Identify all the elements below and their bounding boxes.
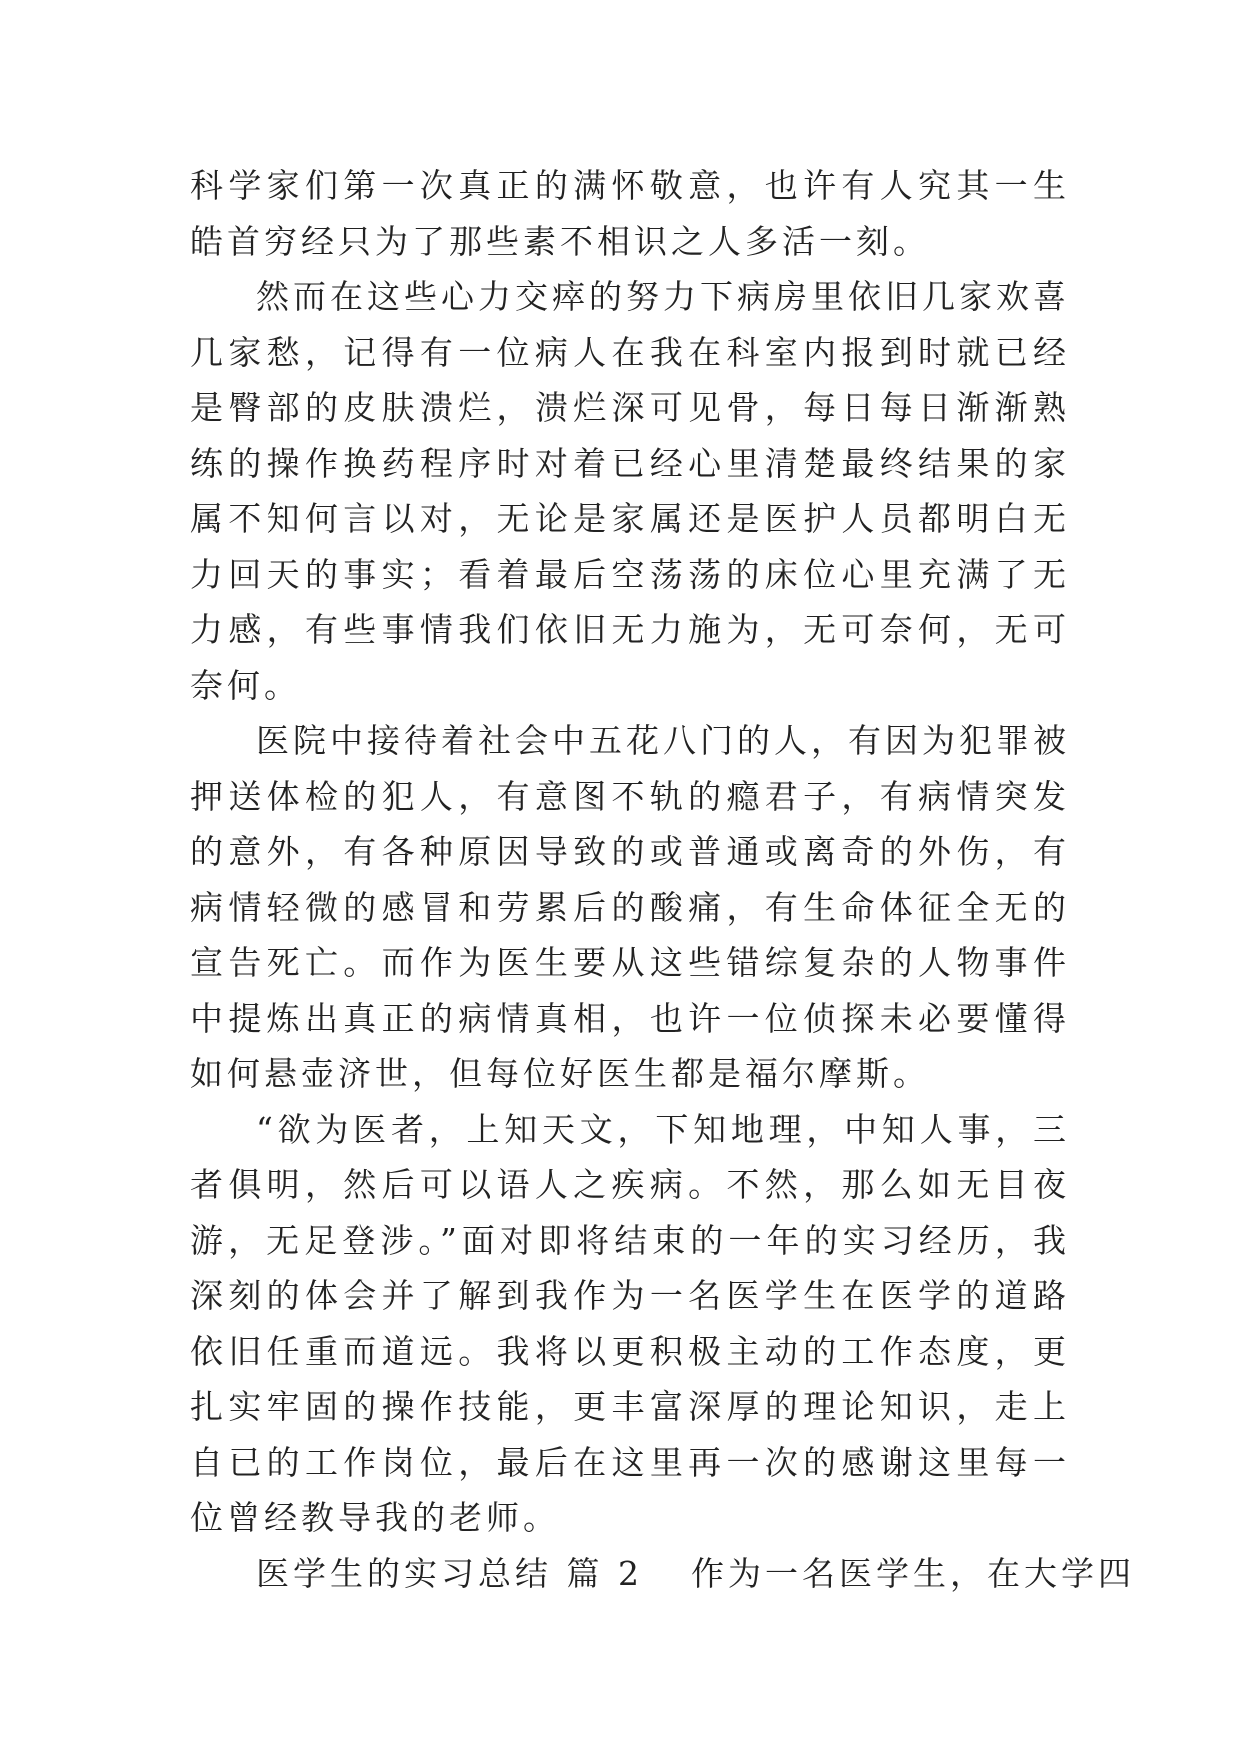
section-heading-line: [190, 1546, 1135, 1602]
paragraph-2: 然而在这些心力交瘁的努力下病房里依旧几家欢喜几家愁，记得有一位病人在我在科室内报到时就已经是臀部的皮肤溃烂，溃烂深可见骨，每日每日渐渐熟练的操作换药程序时对着已经心里清楚最终结果的家属不知何言以对，无论是家属还是医护人员都明白无力回天的事实；看着最后空荡荡的床位心里充满了无力感，有些事情我们依旧无力施为，无可奈何，无可奈何。: [190, 277, 1070, 705]
section-lead-text: 作为一名医学生，在大学四: [691, 1553, 1135, 1593]
paragraph-4: “欲为医者，上知天文，下知地理，中知人事，三者俱明，然后可以语人之疾病。不然，那么如无目夜游，无足登涉。”面对即将结束的一年的实习经历，我深刻的体会并了解到我作为一名医学生在医学的道路依旧任重而道远。我将以更积极主动的工作态度，更扎实牢固的操作技能，更丰富深厚的理论知识，走上自已的工作岗位，最后在这里再一次的感谢这里每一位曾经教导我的老师。: [190, 1109, 1070, 1537]
section-title: 医学生的实习总结: [256, 1553, 552, 1593]
section-number: 篇 2: [566, 1553, 643, 1593]
paragraph-3: 医院中接待着社会中五花八门的人，有因为犯罪被押送体检的犯人，有意图不轨的瘾君子，有病情突发的意外，有各种原因导致的或普通或离奇的外伤，有病情轻微的感冒和劳累后的酸痛，有生命体征全无的宣告死亡。而作为医生要从这些错综复杂的人物事件中提炼出真正的病情真相，也许一位侦探未必要懂得如何悬壶济世，但每位好医生都是福尔摩斯。: [190, 721, 1070, 1093]
paragraph-1: 科学家们第一次真正的满怀敬意，也许有人究其一生皓首穷经只为了那些素不相识之人多活一刻。: [190, 166, 1070, 261]
document-body: [190, 158, 1135, 1601]
